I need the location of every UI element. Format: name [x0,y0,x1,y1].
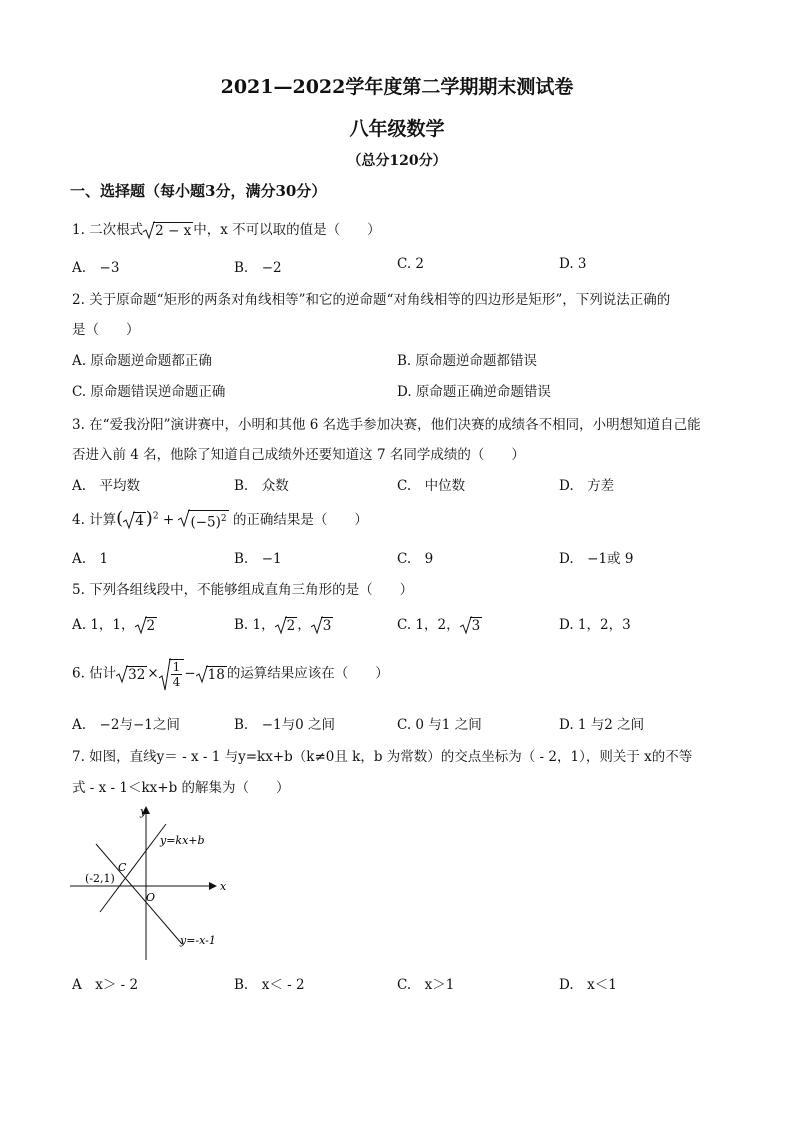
q1-option-d[interactable]: D. 3 [559,256,587,272]
q1-option-a[interactable]: A. −3 [72,260,120,276]
question-4: 4. 计算( 4 )$^2$ + $(-5)^2$ 的正确结果是（ ） [72,508,368,531]
sqrt-expression: 2 [135,617,158,634]
q7-option-a[interactable]: A x＞ - 2 [72,977,139,993]
q4-option-a[interactable]: A. 1 [72,551,109,567]
sqrt-expression: 3 [311,617,334,634]
exam-subject: 八年级数学 [349,118,445,140]
question-3-line-1: 3. 在“爱我汾阳”演讲赛中，小明和其他 6 名选手参加决赛，他们决赛的成绩各不相同，小明想知道自己能 [72,417,701,433]
q7-option-b[interactable]: B. x＜ - 2 [234,977,305,993]
question-5: 5. 下列各组线段中，不能够组成直角三角形的是（ ） [72,582,414,598]
q4-option-d[interactable]: D. −1或 9 [559,551,634,567]
sqrt-expression: $(-5)^2$ [178,510,228,531]
q2-option-d[interactable]: D. 原命题正确逆命题错误 [397,384,551,400]
q3-option-b[interactable]: B. 众数 [234,478,289,494]
q4-option-c[interactable]: C. 9 [397,551,434,567]
x-axis-label: x [220,880,227,893]
y-axis-label: y [140,805,147,818]
q7-option-d[interactable]: D. x＜1 [559,977,617,993]
question-1: 1. 二次根式 2 − x 中，x 不可以取的值是（ ） [72,222,381,239]
q5-option-b[interactable]: B. 1， 2 ， 3 [234,617,332,634]
x-axis-arrow [209,882,217,890]
question-2-line-2: 是（ ） [72,322,140,338]
q5-option-a[interactable]: A. 1，1， 2 [72,617,156,634]
section-heading: 一、选择题（每小题3分，满分30分） [70,182,327,200]
line-neg-x-minus-1 [96,844,182,944]
q3-option-c[interactable]: C. 中位数 [397,478,466,494]
sqrt-expression: 4 [123,512,146,529]
q5-option-c[interactable]: C. 1，2， 3 [397,617,481,634]
q2-option-c[interactable]: C. 原命题错误逆命题正确 [72,384,226,400]
origin-label: O [146,891,156,904]
q7-option-c[interactable]: C. x＞1 [397,977,455,993]
line-kx-plus-b [100,824,166,912]
exam-title: 2021—2022学年度第二学期期末测试卷 [220,76,574,98]
q4-option-b[interactable]: B. −1 [234,551,282,567]
q2-option-a[interactable]: A. 原命题逆命题都正确 [72,353,212,369]
sqrt-expression: 2 [275,617,298,634]
q3-option-d[interactable]: D. 方差 [559,478,615,494]
q5-option-d[interactable]: D. 1，2，3 [559,617,631,633]
q3-option-a[interactable]: A. 平均数 [72,478,141,494]
question-6: 6. 估计 32 × $\frac{1}{4}$ − 18 的运算结果应该在（ ） [72,660,389,689]
question-7-line-1: 7. 如图，直线y＝ - x - 1 与y=kx+b（k≠0且 k，b 为常数）的交点坐标为（ - 2，1），则关于 x的不等 [72,749,693,765]
line-neg-x-minus-1-label: y=-x-1 [180,934,216,947]
coordinate-graph [70,800,230,960]
q1-option-b[interactable]: B. −2 [234,260,282,276]
line-kx-plus-b-label: y=kx+b [160,834,205,847]
q6-option-a[interactable]: A. −2与−1之间 [72,717,180,733]
point-c-label: C [118,861,127,874]
q6-option-d[interactable]: D. 1 与2 之间 [559,717,645,733]
q2-option-b[interactable]: B. 原命题逆命题都错误 [397,353,538,369]
sqrt-fraction: $\frac{1}{4}$ [159,659,185,689]
question-2-line-1: 2. 关于原命题“矩形的两条对角线相等”和它的逆命题“对角线相等的四边形是矩形”，下列说法正确的 [72,292,671,308]
q6-option-c[interactable]: C. 0 与1 之间 [397,717,482,733]
sqrt-expression: 2 − x [143,222,193,239]
point-c-coordinate: (-2,1) [85,872,115,885]
q1-option-c[interactable]: C. 2 [397,256,425,272]
exam-total-score: （总分120分） [347,153,447,169]
sqrt-expression: 32 [116,666,147,683]
question-3-line-2: 否进入前 4 名，他除了知道自己成绩外还要知道这 7 名同学成绩的（ ） [72,447,525,463]
q6-option-b[interactable]: B. −1与0 之间 [234,717,335,733]
sqrt-expression: 18 [196,666,227,683]
sqrt-expression: 3 [460,617,483,634]
question-7-line-2: 式 - x - 1＜kx+b 的解集为（ ） [72,780,290,796]
